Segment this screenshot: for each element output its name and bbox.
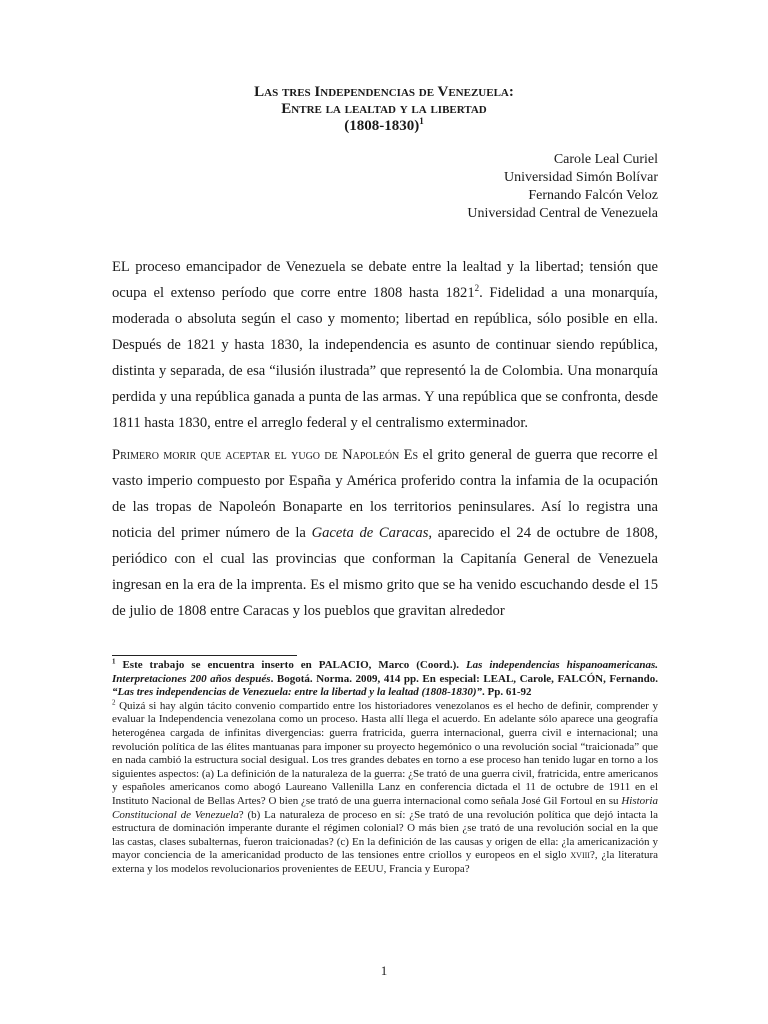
author-name-1: Carole Leal Curiel	[553, 152, 658, 167]
paragraph-1-text-b: . Fidelidad a una monarquía, moderada o absoluta según el caso y momento; libertad en república, sólo posible en ella. Después de 1821 y hasta 1830, la independencia es asunto de continuar siendo república, distinta y separada, de esa “ilusión ilustrada” que representó la de Colombia. Una monarquía perdida y una república ganada a punta de las armas. Y una república que se confronta, desde 1811 hasta 1830, entre el arreglo federal y el centralismo exterminador.	[112, 285, 658, 431]
footnote-1-italic-a: Las independencias hispanoamericanas. Interpretaciones 200 años después	[112, 659, 658, 685]
footnote-1-text-a: Este trabajo se encuentra inserto en PALACIO, Marco (Coord.).	[115, 659, 466, 671]
author-affiliation-1: Universidad Simón Bolívar	[504, 170, 658, 185]
footnote-2-mark: 2	[112, 698, 116, 707]
document-title	[110, 84, 658, 135]
footnote-2-italic: Historia Constitucional de Venezuela	[112, 794, 658, 821]
title-line-1: Las tres Independencias de Venezuela:	[254, 84, 514, 100]
paragraph-2-lead: Primero morir que aceptar el yugo de Napoleón Es	[112, 447, 419, 463]
footnote-2-small-caps: xviii	[570, 849, 590, 862]
title-years: (1808-1830)	[344, 118, 420, 134]
title-footnote-mark: 1	[419, 116, 424, 126]
footnote-2-text-c: ?, ¿la literatura externa y los modelos revolucionarios provenientes de EEUU, Francia y Europa?	[112, 849, 658, 875]
footnote-2	[112, 700, 658, 877]
paragraph-2-italic: Gaceta de Caracas	[311, 525, 429, 541]
title-line-3	[110, 118, 658, 135]
footnote-1	[112, 659, 658, 700]
footnote-2-text-a: Quizá si hay algún tácito convenio compartido entre los historiadores venezolanos es el hecho de definir, comprender y evaluar la Independencia venezolana como un proceso. Hasta allí llega el acuerdo. En adelante sólo aparece una geografía heterogénea cargada de infinitas divergencias: guerra fratricida, guerra internacional, guerra civil e internacional; una revolución política de las élites mantuanas para imponer su proyecto hegemónico o una revolución social “traicionada” que en nada cambió la estructura social desigual. Los tres grandes debates en torno a ese proceso han tenido lugar en torno a los siguientes aspectos: (a) La definición de la naturaleza de la guerra: ¿Se trató de una guerra civil, fratricida, entre americanos y españoles americanos como abogó Laureano Vallenilla Lanz en conferencia dictada el 11 de octubre de 1911 en el Instituto Nacional de Bellas Artes? O bien ¿se trató de una guerra internacional como señala José Gil Fortoul en su	[112, 699, 658, 807]
footnote-separator	[112, 655, 297, 656]
paragraph-1	[112, 254, 658, 436]
footnote-1-text-c: . Pp. 61-92	[482, 686, 532, 699]
footnote-1-italic-b: “Las tres independencias de Venezuela: entre la libertad y la lealtad (1808-1830)”	[112, 686, 482, 699]
footnote-1-text-b: . Bogotá. Norma. 2009, 414 pp. En especial: LEAL, Carole, FALCÓN, Fernando.	[270, 672, 658, 685]
paragraph-1-lead: EL	[112, 259, 130, 275]
paragraph-2	[112, 442, 658, 624]
paragraph-1-footnote-mark: 2	[474, 283, 480, 294]
page-number: 1	[380, 963, 388, 978]
paragraph-2-text-b: , aparecido el 24 de octubre de 1808, periódico con el cual las provincias que conforman la Capitanía General de Venezuela ingresan en la era de la imprenta. Es el mismo grito que se ha venido escuchando desde el 15 de julio de 1808 entre Caracas y los pueblos que gravitan alrededor	[112, 525, 658, 619]
title-line-2: Entre la lealtad y la libertad	[281, 101, 487, 117]
footnote-2-text-b: ? (b) La naturaleza de proceso en sí: ¿Se trató de una revolución política que dejó intacta la estructura de dominación imperante durante el régimen colonial? O más bien ¿se trató de una revolución social en la que las castas, clases subalternas, fueron traicionadas? (c) En la definición de las causas y origen de ella: ¿la americanización y mayor conciencia de la americanidad producto de las tensiones entre criollos y europeos en el siglo	[112, 808, 658, 862]
author-affiliation-2: Universidad Central de Venezuela	[467, 206, 658, 221]
author-name-2: Fernando Falcón Veloz	[528, 188, 658, 203]
footnotes	[112, 659, 658, 877]
footnote-1-mark: 1	[112, 657, 116, 666]
paragraph-2-text-a: el grito general de guerra que recorre el vasto imperio compuesto por España y América proferido contra la infamia de la ocupación de las tropas de Napoleón Bonaparte en los territorios peninsulares. Así lo registra una noticia del primer número de la	[112, 447, 658, 541]
paragraph-1-text-a: proceso emancipador de Venezuela se debate entre la lealtad y la libertad; tensión que ocupa el extenso período que corre entre 1808 hasta 1821	[112, 259, 658, 301]
author-block	[467, 151, 658, 223]
